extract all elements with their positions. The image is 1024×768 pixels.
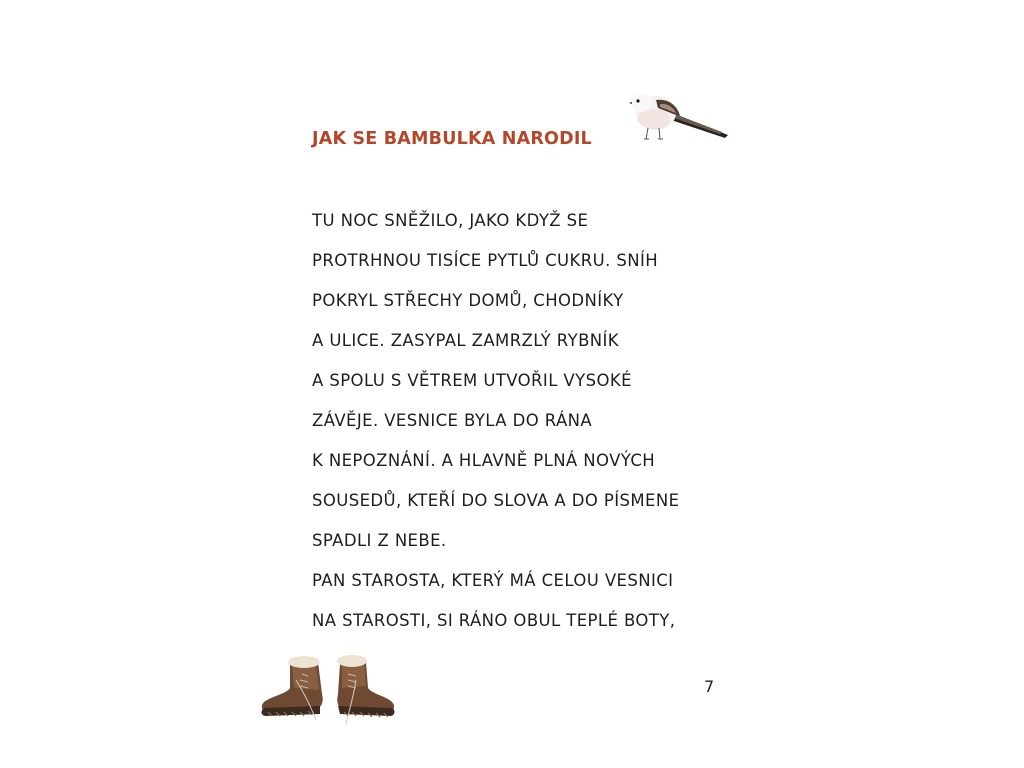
- long-tailed-tit-icon: [626, 86, 732, 148]
- text-line: TU NOC SNĚŽILO, JAKO KDYŽ SE: [312, 211, 589, 230]
- story-text: [312, 201, 679, 641]
- text-line: SOUSEDŮ, KTEŘÍ DO SLOVA A DO PÍSMENE: [312, 491, 680, 510]
- text-line: K NEPOZNÁNÍ. A HLAVNĚ PLNÁ NOVÝCH: [312, 451, 656, 470]
- text-line: SPADLI Z NEBE.: [312, 531, 447, 550]
- text-line: NA STAROSTI, SI RÁNO OBUL TEPLÉ BOTY,: [312, 611, 676, 630]
- text-line: A SPOLU S VĚTREM UTVOŘIL VYSOKÉ: [312, 371, 632, 390]
- text-line: POKRYL STŘECHY DOMŮ, CHODNÍKY: [312, 291, 624, 310]
- chapter-title: JAK SE BAMBULKA NARODIL: [312, 129, 592, 149]
- text-line: A ULICE. ZASYPAL ZAMRZLÝ RYBNÍK: [312, 331, 620, 350]
- winter-boots-icon: [256, 650, 396, 730]
- page-number: 7: [704, 677, 715, 696]
- text-line: PROTRHNOU TISÍCE PYTLŮ CUKRU. SNÍH: [312, 251, 659, 270]
- text-line: ZÁVĚJE. VESNICE BYLA DO RÁNA: [312, 411, 593, 430]
- text-line: PAN STAROSTA, KTERÝ MÁ CELOU VESNICI: [312, 571, 674, 590]
